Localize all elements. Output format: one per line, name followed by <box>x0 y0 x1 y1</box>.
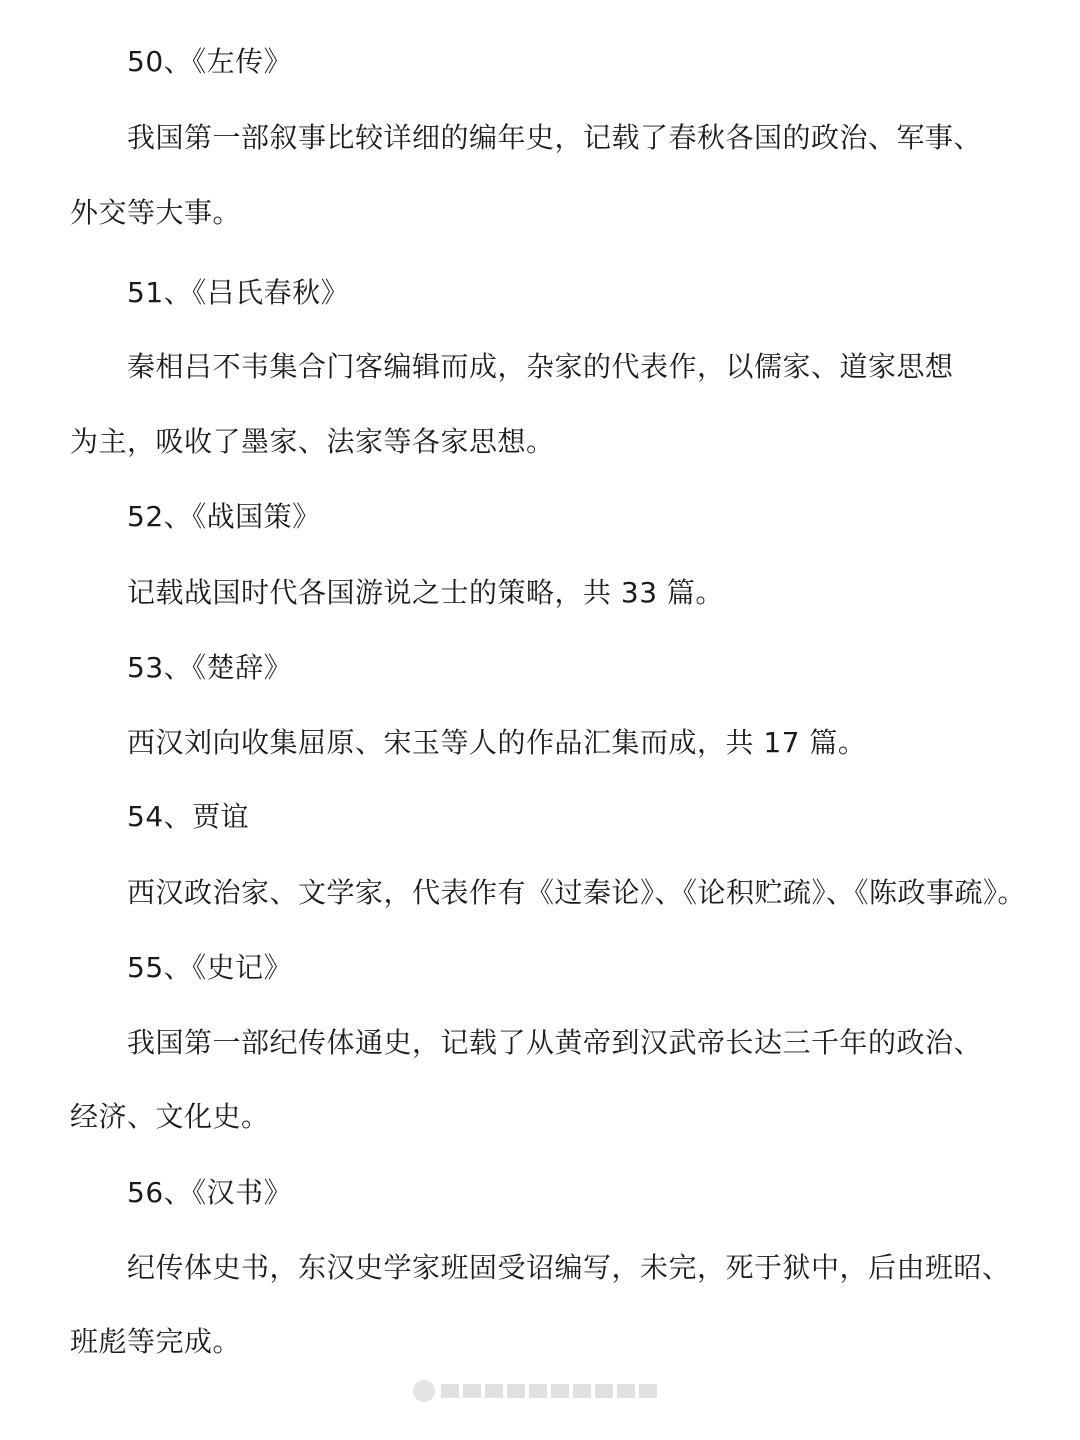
item-53-body-line-1: 西汉刘向收集屈原、宋玉等人的作品汇集而成，共 17 篇。 <box>127 726 867 759</box>
item-56-heading: 56、《汉书》 <box>127 1176 293 1209</box>
item-51-heading: 51、《吕氏春秋》 <box>127 276 350 309</box>
cropped-previous-line <box>110 0 790 4</box>
item-56-body-line-1: 纪传体史书，东汉史学家班固受诏编写，未完，死于狱中，后由班昭、 <box>127 1251 1011 1284</box>
item-52-heading: 52、《战国策》 <box>127 500 321 533</box>
watermark <box>413 1376 663 1406</box>
item-55-body-line-2: 经济、文化史。 <box>70 1100 270 1133</box>
watermark-avatar-icon <box>413 1380 435 1402</box>
item-51-body-line-1: 秦相吕不韦集合门客编辑而成，杂家的代表作，以儒家、道家思想 <box>127 350 954 383</box>
item-50-body-line-2: 外交等大事。 <box>70 196 242 229</box>
item-54-heading: 54、贾谊 <box>127 800 250 833</box>
item-55-heading: 55、《史记》 <box>127 951 293 984</box>
item-50-body-line-1: 我国第一部叙事比较详细的编年史，记载了春秋各国的政治、军事、 <box>127 121 983 154</box>
watermark-text-mark <box>441 1384 661 1398</box>
item-53-heading: 53、《楚辞》 <box>127 651 293 684</box>
item-56-body-line-2: 班彪等完成。 <box>70 1325 242 1358</box>
item-54-body-line-1: 西汉政治家、文学家，代表作有《过秦论》、《论积贮疏》、《陈政事疏》。 <box>127 876 1027 909</box>
item-51-body-line-2: 为主，吸收了墨家、法家等各家思想。 <box>70 425 555 458</box>
item-55-body-line-1: 我国第一部纪传体通史，记载了从黄帝到汉武帝长达三千年的政治、 <box>127 1026 983 1059</box>
item-52-body-line-1: 记载战国时代各国游说之士的策略，共 33 篇。 <box>127 576 724 609</box>
item-50-heading: 50、《左传》 <box>127 45 293 78</box>
